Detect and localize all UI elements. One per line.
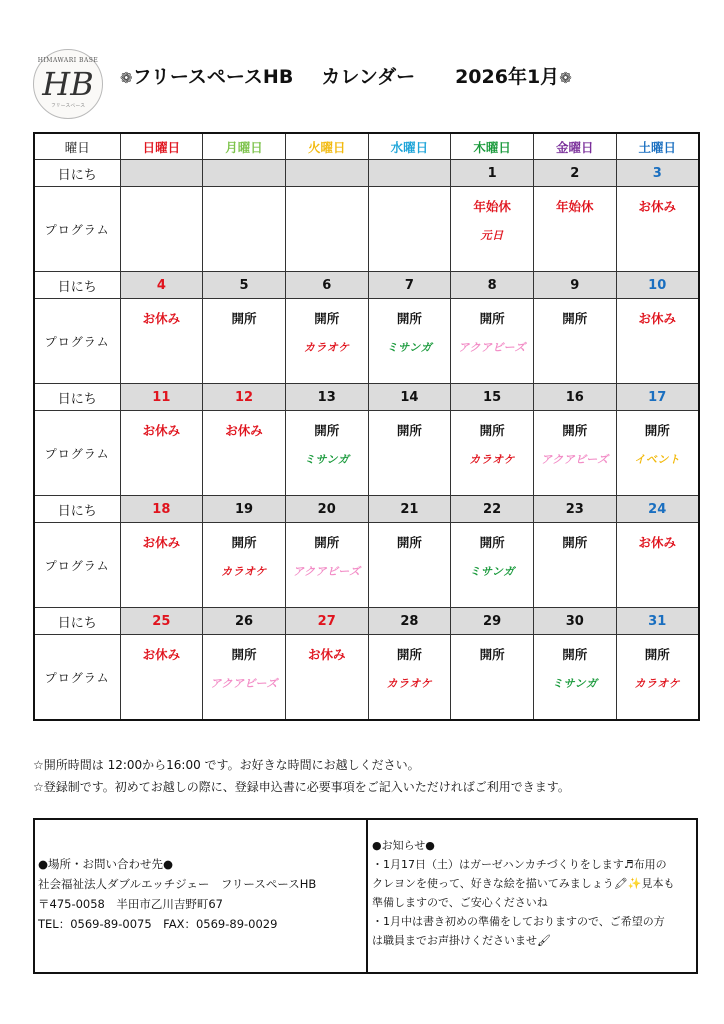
event-label: カラオケ <box>221 565 267 578</box>
status-label: お休み <box>638 199 676 214</box>
date-cell: 25 <box>120 608 203 635</box>
status-label: 開所 <box>644 423 670 438</box>
date-row <box>34 384 699 411</box>
date-cell: 31 <box>616 608 699 635</box>
announcement-heading: ●お知らせ● <box>372 839 435 852</box>
date-cell: 6 <box>285 272 368 299</box>
date-row-label: 日にち <box>34 272 120 299</box>
announcement-line: 準備しますので、ご安心くださいね <box>372 896 548 909</box>
program-cell <box>368 411 451 496</box>
date-cell: 1 <box>451 160 534 187</box>
program-cell <box>533 187 616 272</box>
event-label: カラオケ <box>386 677 433 690</box>
title-month: 2026年1月 <box>455 66 560 88</box>
status-label: 開所 <box>479 535 505 550</box>
date-cell <box>368 160 451 187</box>
program-cell <box>203 299 286 384</box>
weekday-header: 木曜日 <box>451 133 534 160</box>
status-label: 開所 <box>314 535 340 550</box>
date-cell: 17 <box>616 384 699 411</box>
announcement-line: は職員までお声掛けくださいませ🖌 <box>372 934 551 947</box>
logo-ring-text: HIMAWARI BASE <box>37 57 99 64</box>
note-registration: ☆登録制です。初めてお越しの際に、登録申込書に必要事項をご記入いただければご利用できます。 <box>33 780 570 794</box>
program-cell <box>533 299 616 384</box>
program-row-label: プログラム <box>34 187 120 272</box>
date-cell: 24 <box>616 496 699 523</box>
status-label: お休み <box>225 423 263 438</box>
program-cell <box>451 299 534 384</box>
program-cell <box>451 523 534 608</box>
title-facility: フリースペースHB <box>132 66 294 88</box>
event-label: アクアビーズ <box>458 341 526 354</box>
program-cell <box>120 523 203 608</box>
date-cell: 26 <box>203 608 286 635</box>
weekday-header: 日曜日 <box>120 133 203 160</box>
event-label: ミサンガ <box>303 453 350 466</box>
date-cell: 5 <box>203 272 286 299</box>
date-row <box>34 160 699 187</box>
event-label: ミサンガ <box>386 341 433 354</box>
status-label: お休み <box>142 423 181 438</box>
date-cell: 4 <box>120 272 203 299</box>
page-title <box>120 62 640 92</box>
program-cell <box>285 299 368 384</box>
status-label: 開所 <box>562 647 588 662</box>
program-cell <box>368 299 451 384</box>
date-cell: 9 <box>533 272 616 299</box>
date-row <box>34 496 699 523</box>
program-row-label: プログラム <box>34 299 120 384</box>
announcement-line: ・1月中は書き初めの準備をしておりますので、ご希望の方 <box>372 915 665 928</box>
date-row <box>34 608 699 635</box>
program-cell <box>203 635 286 721</box>
flower-icon: ❁ <box>559 69 572 87</box>
event-label: 元日 <box>480 229 504 242</box>
event-label: アクアビーズ <box>210 677 278 690</box>
program-row <box>34 635 699 721</box>
program-cell <box>120 187 203 272</box>
date-cell: 21 <box>368 496 451 523</box>
status-label: 開所 <box>396 535 422 550</box>
status-label: 開所 <box>479 423 505 438</box>
program-cell <box>368 523 451 608</box>
status-label: 開所 <box>479 311 505 326</box>
status-label: お休み <box>638 311 676 326</box>
date-cell: 7 <box>368 272 451 299</box>
program-cell <box>368 635 451 721</box>
status-label: お休み <box>307 647 346 662</box>
note-hours: ☆開所時間は 12:00から16:00 です。お好きな時間にお越しください。 <box>33 758 420 772</box>
program-cell <box>533 523 616 608</box>
contact-org: 社会福祉法人ダブルエッチジェー フリースペースHB <box>38 877 317 891</box>
weekday-header: 土曜日 <box>616 133 699 160</box>
event-label: カラオケ <box>303 341 350 354</box>
flower-icon: ❁ <box>120 69 133 87</box>
contact-info <box>35 820 368 972</box>
status-label: 年始休 <box>556 199 594 214</box>
date-cell: 14 <box>368 384 451 411</box>
contact-address: 〒475-0058 半田市乙川吉野町67 <box>38 897 223 911</box>
weekday-row <box>34 133 699 160</box>
weekday-row-label: 曜日 <box>34 133 120 160</box>
status-label: お休み <box>142 311 181 326</box>
program-cell <box>616 635 699 721</box>
weekday-header: 火曜日 <box>285 133 368 160</box>
announcement-line: ・1月17日（土）はガーゼハンカチづくりをします♬布用の <box>372 858 667 871</box>
program-cell <box>120 299 203 384</box>
program-row-label: プログラム <box>34 635 120 721</box>
contact-heading: ●場所・お問い合わせ先● <box>38 857 174 871</box>
program-cell <box>203 411 286 496</box>
program-row <box>34 187 699 272</box>
program-cell <box>616 411 699 496</box>
event-label: ミサンガ <box>469 565 515 578</box>
program-row <box>34 411 699 496</box>
date-row-label: 日にち <box>34 608 120 635</box>
status-label: 開所 <box>396 647 422 662</box>
status-label: 開所 <box>314 423 340 438</box>
date-cell <box>203 160 286 187</box>
date-cell: 11 <box>120 384 203 411</box>
date-cell: 3 <box>616 160 699 187</box>
footer-box <box>33 818 698 974</box>
event-label: ミサンガ <box>552 677 598 690</box>
date-cell: 29 <box>451 608 534 635</box>
event-label: カラオケ <box>634 677 681 690</box>
program-row <box>34 523 699 608</box>
program-cell <box>616 523 699 608</box>
status-label: 開所 <box>396 423 422 438</box>
status-label: 開所 <box>314 311 340 326</box>
date-row <box>34 272 699 299</box>
status-label: 年始休 <box>473 199 511 214</box>
program-cell <box>285 187 368 272</box>
title-calendar: カレンダー <box>321 66 416 88</box>
date-cell: 27 <box>285 608 368 635</box>
date-cell: 16 <box>533 384 616 411</box>
program-cell <box>203 523 286 608</box>
program-cell <box>120 635 203 721</box>
date-cell: 22 <box>451 496 534 523</box>
date-cell: 30 <box>533 608 616 635</box>
program-cell <box>533 635 616 721</box>
status-label: 開所 <box>231 647 257 662</box>
event-label: アクアビーズ <box>292 565 361 578</box>
status-label: お休み <box>638 535 676 550</box>
program-cell <box>451 187 534 272</box>
date-cell: 19 <box>203 496 286 523</box>
program-cell <box>616 299 699 384</box>
weekday-header: 金曜日 <box>533 133 616 160</box>
program-cell <box>368 187 451 272</box>
date-cell: 28 <box>368 608 451 635</box>
program-cell <box>285 411 368 496</box>
weekday-header: 水曜日 <box>368 133 451 160</box>
weekday-header: 月曜日 <box>203 133 286 160</box>
date-cell <box>120 160 203 187</box>
date-row-label: 日にち <box>34 496 120 523</box>
status-label: 開所 <box>562 423 588 438</box>
status-label: 開所 <box>644 647 670 662</box>
program-cell <box>451 411 534 496</box>
event-label: アクアビーズ <box>540 453 609 466</box>
logo <box>33 49 103 119</box>
program-cell <box>451 635 534 721</box>
contact-phone: TEL：0569-89-0075 FAX：0569-89-0029 <box>38 917 278 931</box>
status-label: 開所 <box>231 311 257 326</box>
date-cell: 20 <box>285 496 368 523</box>
logo-monogram: HB <box>42 65 94 103</box>
date-cell: 10 <box>616 272 699 299</box>
program-row <box>34 299 699 384</box>
event-label: イベント <box>634 453 681 466</box>
status-label: 開所 <box>562 535 588 550</box>
status-label: お休み <box>142 647 181 662</box>
date-cell: 2 <box>533 160 616 187</box>
announcement-line: クレヨンを使って、好きな絵を描いてみましょう🖍✨見本も <box>372 877 675 890</box>
program-cell <box>533 411 616 496</box>
program-cell <box>616 187 699 272</box>
date-row-label: 日にち <box>34 384 120 411</box>
date-row-label: 日にち <box>34 160 120 187</box>
program-cell <box>285 523 368 608</box>
date-cell: 8 <box>451 272 534 299</box>
calendar-table <box>33 132 700 721</box>
date-cell: 18 <box>120 496 203 523</box>
status-label: お休み <box>142 535 181 550</box>
date-cell: 23 <box>533 496 616 523</box>
program-cell <box>203 187 286 272</box>
program-row-label: プログラム <box>34 523 120 608</box>
status-label: 開所 <box>231 535 257 550</box>
program-cell <box>285 635 368 721</box>
program-row-label: プログラム <box>34 411 120 496</box>
date-cell <box>285 160 368 187</box>
date-cell: 12 <box>203 384 286 411</box>
status-label: 開所 <box>396 311 422 326</box>
logo-sub-text: フリースペース <box>50 103 86 109</box>
event-label: カラオケ <box>469 453 515 466</box>
date-cell: 15 <box>451 384 534 411</box>
status-label: 開所 <box>562 311 588 326</box>
notes <box>33 754 703 798</box>
program-cell <box>120 411 203 496</box>
status-label: 開所 <box>479 647 505 662</box>
announcement <box>368 820 696 972</box>
date-cell: 13 <box>285 384 368 411</box>
